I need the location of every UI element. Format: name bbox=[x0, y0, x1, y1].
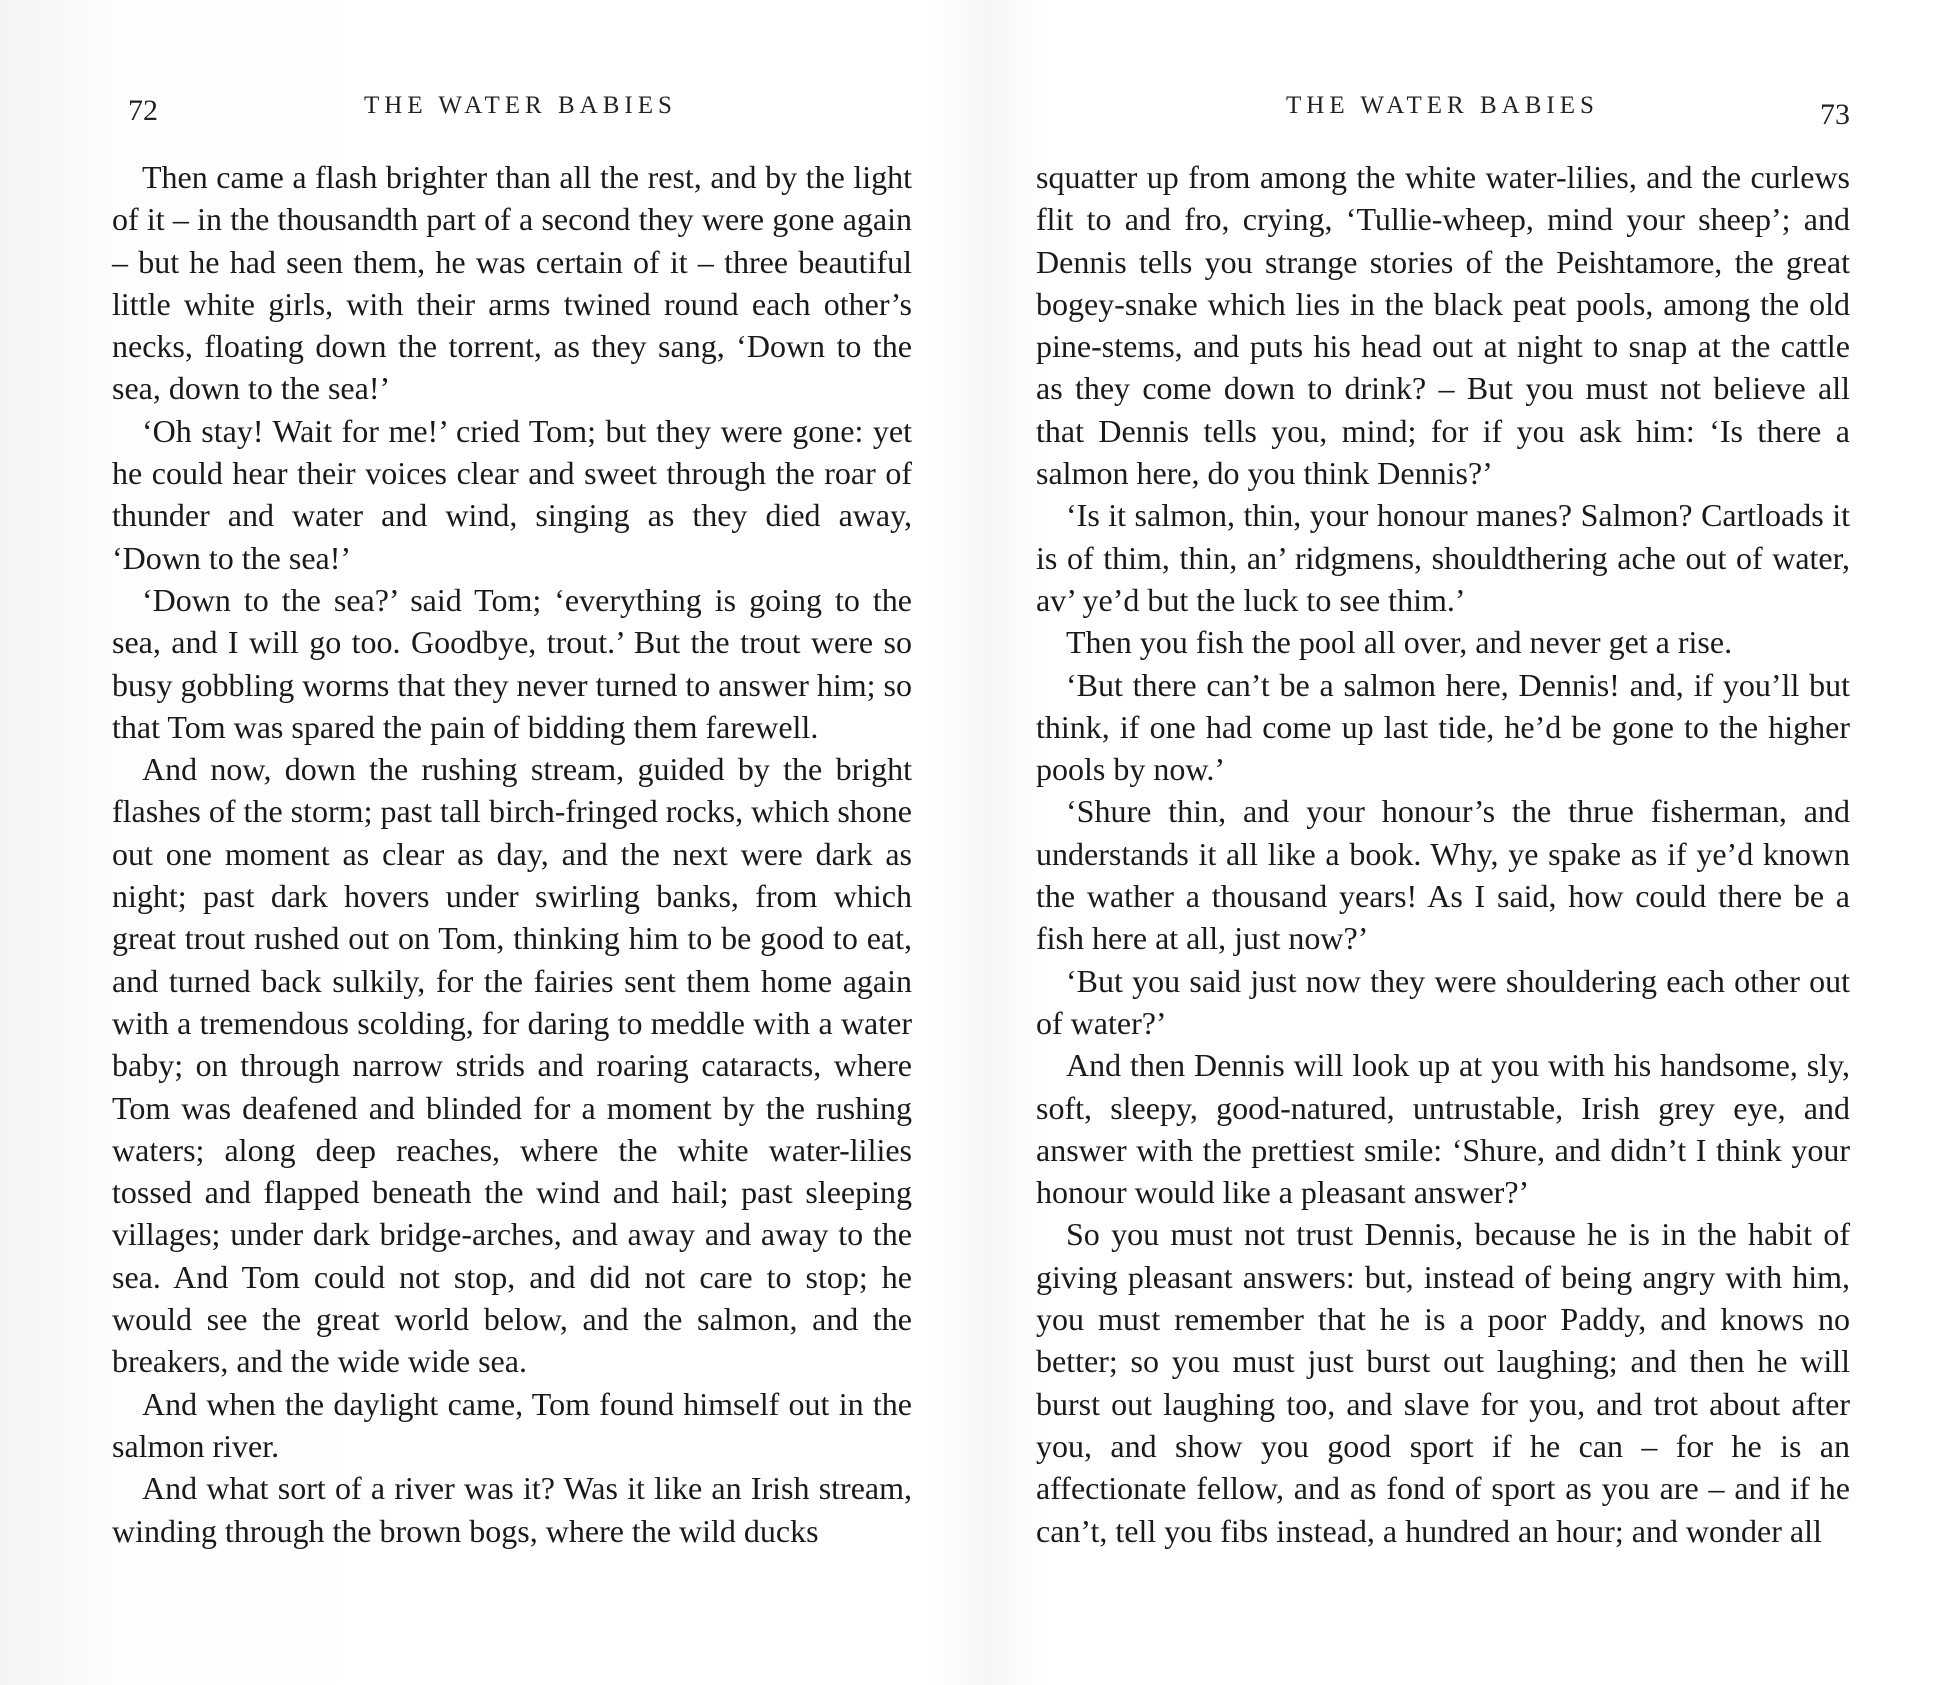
paragraph: ‘But there can’t be a salmon here, Dennis! and, if you’ll but think, if one had come up last tide, he’d be gone to the higher pools by now.’ bbox=[1036, 666, 1850, 788]
page-number-right: 73 bbox=[1820, 98, 1850, 131]
page-number-left: 72 bbox=[128, 94, 158, 127]
body-text-right bbox=[1036, 156, 1850, 1552]
running-title-left: THE WATER BABIES bbox=[364, 92, 677, 119]
running-head-left bbox=[112, 88, 912, 128]
paragraph: And then Dennis will look up at you with his handsome, sly, soft, sleepy, good-natured, untrustable, Irish grey eye, and answer with the prettiest smile: ‘Shure, and didn’t I think your honour would like a pleasant answer?’ bbox=[1036, 1047, 1850, 1211]
paragraph: And now, down the rushing stream, guided by the bright flashes of the storm; past tall birch-fringed rocks, which shone out one moment as clear as day, and the next were dark as night; past dark hovers under swirling banks, from which great trout rushed out on Tom, thinking him to be good to eat, and turned back sulkily, for the fairies sent them home again with a tremendous scolding, for daring to meddle with a water baby; on through narrow strids and roaring cataracts, where Tom was deafened and blinded for a moment by the rushing waters; along deep reaches, where the white water-lilies tossed and flapped beneath the wind and hail; past sleeping villages; under dark bridge-arches, and away and away to the sea. And Tom could not stop, and did not care to stop; he would see the great world below, and the salmon, and the breakers, and the wide wide sea. bbox=[112, 751, 912, 1380]
paragraph: ‘But you said just now they were shouldering each other out of water?’ bbox=[1036, 962, 1850, 1041]
paragraph: And what sort of a river was it? Was it like an Irish stream, winding through the brown bogs, where the wild ducks bbox=[112, 1470, 912, 1549]
paragraph: So you must not trust Dennis, because he is in the habit of giving pleasant answers: but, instead of being angry with him, you must remember that he is a poor Paddy, and knows no better; so you must just burst out laughing; and then he will burst out laughing too, and slave for you, and trot about after you, and show you good sport if he can – for he is an affectionate fellow, and as fond of sport as you are – and if he can’t, tell you fibs instead, a hundred an hour; and wonder all bbox=[1036, 1216, 1850, 1549]
paragraph: ‘Is it salmon, thin, your honour manes? Salmon? Cartloads it is of thim, thin, an’ ridgmens, shouldthering ache out of water, av’ ye’d but the luck to see thim.’ bbox=[1036, 497, 1850, 618]
right-page bbox=[1036, 88, 1850, 1552]
left-page bbox=[112, 88, 912, 1552]
paragraph: ‘Shure thin, and your honour’s the thrue fisherman, and understands it all like a book. Why, ye spake as if ye’d known the wather a thousand years! As I said, how could there be a fish here at all, just now?’ bbox=[1036, 793, 1850, 957]
paragraph: Then you fish the pool all over, and never get a rise. bbox=[1066, 624, 1733, 661]
paragraph: And when the daylight came, Tom found himself out in the salmon river. bbox=[112, 1385, 912, 1464]
running-title-right: THE WATER BABIES bbox=[1286, 92, 1599, 119]
running-head-right bbox=[1036, 88, 1850, 131]
paragraph-continuation: squatter up from among the white water-lilies, and the curlews flit to and fro, crying, ‘Tullie-wheep, mind your sheep’; and Dennis tells you strange stories of the Peishtamore, the great bogey-snake which lies in the black peat pools, among the old pine-stems, and puts his head out at night to snap at the cattle as they come down to drink? – But you must not believe all that Dennis tells you, mind; for if you ask him: ‘Is there a salmon here, do you think Dennis?’ bbox=[1036, 159, 1850, 492]
body-text-left bbox=[112, 156, 912, 1552]
paragraph: Then came a flash brighter than all the rest, and by the light of it – in the thousandth part of a second they were gone again – but he had seen them, he was certain of it – three beautiful little white girls, with their arms twined round each other’s necks, floating down the torrent, as they sang, ‘Down to the sea, down to the sea!’ bbox=[112, 159, 912, 407]
paragraph: ‘Oh stay! Wait for me!’ cried Tom; but they were gone: yet he could hear their voices clear and sweet through the roar of thunder and water and wind, singing as they died away, ‘Down to the sea!’ bbox=[112, 412, 912, 576]
paragraph: ‘Down to the sea?’ said Tom; ‘everything is going to the sea, and I will go too. Goodbye, trout.’ But the trout were so busy gobbling worms that they never turned to answer him; so that Tom was spared the pain of bidding them farewell. bbox=[112, 581, 912, 745]
